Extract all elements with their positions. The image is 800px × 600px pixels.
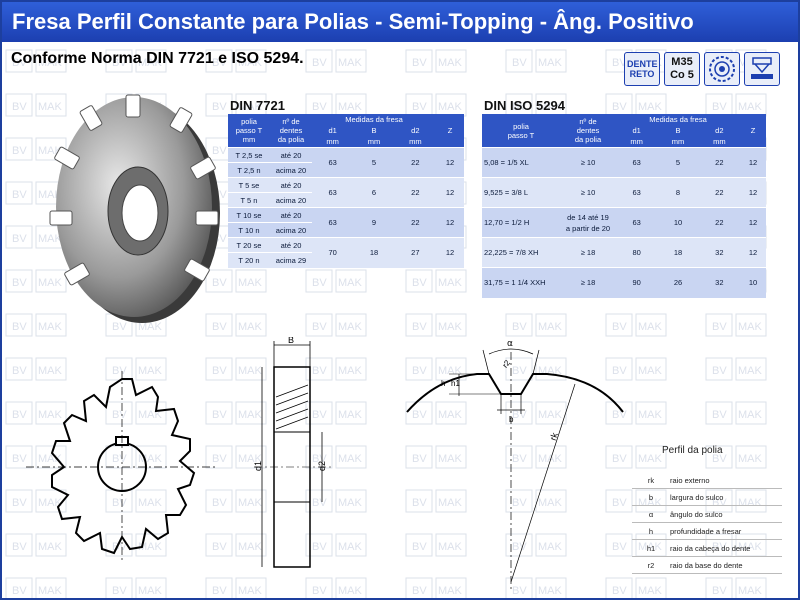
iso5294-table <box>482 114 766 298</box>
col-z: Z <box>436 114 464 148</box>
col-medidas: Medidas da fresa <box>312 114 436 125</box>
subtitle: Conforme Norma DIN 7721 e ISO 5294. <box>11 50 304 67</box>
din7721-title: DIN 7721 <box>230 98 285 113</box>
col-b: B <box>353 125 394 136</box>
col-d1: d1 <box>616 125 657 136</box>
page-title: Fresa Perfil Constante para Polias - Semi-Topping - Âng. Positivo <box>2 2 800 42</box>
iso5294-title: DIN ISO 5294 <box>484 98 565 113</box>
unit-b: mm <box>353 136 394 148</box>
table-row: T 5 n acima 20 <box>228 193 464 208</box>
col-polia: polia passo T mm <box>228 114 270 148</box>
col-polia: polia passo T <box>482 114 560 148</box>
dim-h: h <box>441 379 446 388</box>
col-dentes: nº de dentes da polia <box>560 114 616 148</box>
material-line1: M35 <box>671 56 693 68</box>
legend-row: rk raio externo <box>632 472 782 489</box>
legend-title: Perfil da polia <box>662 445 723 456</box>
unit-d1: mm <box>312 136 353 148</box>
dim-h1: h1 <box>451 379 460 388</box>
gear-cutter-icon <box>707 54 737 84</box>
cutter-photo <box>42 87 222 327</box>
unit-d1: mm <box>616 136 657 148</box>
pulley-profile-view <box>397 332 637 592</box>
unit-d2: mm <box>395 136 436 148</box>
unit-b: mm <box>657 136 698 148</box>
table-row: T 10 se até 20 63 9 22 12 <box>228 208 464 223</box>
table-row: 5,08 = 1/5 XL ≥ 10 63 5 22 12 <box>482 148 766 178</box>
legend-row: r2 raio da base do dente <box>632 557 782 574</box>
dim-r2: r2 <box>500 358 513 370</box>
dim-rk: rk <box>547 431 560 442</box>
table-row: T 10 n acima 20 <box>228 223 464 238</box>
dim-d2: d2 <box>317 460 327 471</box>
table-row: T 2,5 se até 20 63 5 22 12 <box>228 148 464 163</box>
legend-row: h1 raio da cabeça do dente <box>632 540 782 557</box>
col-dentes: nº de dentes da polia <box>270 114 312 148</box>
dim-b: b <box>509 415 514 424</box>
milling-machine-icon <box>747 54 777 84</box>
material-line2: Co 5 <box>670 69 694 81</box>
table-row: T 20 n acima 29 <box>228 253 464 268</box>
cutter-front-view <box>22 367 227 572</box>
legend-row: h profundidade a fresar <box>632 523 782 540</box>
table-row: 9,525 = 3/8 L ≥ 10 63 8 22 12 <box>482 178 766 208</box>
dim-alpha: α <box>507 339 513 349</box>
din7721-table <box>228 114 464 268</box>
cutter-section-view <box>234 337 344 587</box>
col-d1: d1 <box>312 125 353 136</box>
dim-d1: d1 <box>253 460 263 471</box>
dente-reto-label: DENTE RETO <box>627 59 658 79</box>
table-row: T 5 se até 20 63 6 22 12 <box>228 178 464 193</box>
col-b: B <box>657 125 698 136</box>
legend-row: α ângulo do sulco <box>632 506 782 523</box>
unit-d2: mm <box>699 136 740 148</box>
table-row: 12,70 = 1/2 H de 14 até 19 a partir de 20 63 10 22 12 <box>482 208 766 238</box>
badge-group <box>624 52 780 86</box>
col-d2: d2 <box>395 125 436 136</box>
col-d2: d2 <box>699 125 740 136</box>
table-row: T 2,5 n acima 20 <box>228 163 464 178</box>
cutter-icon-badge <box>704 52 740 86</box>
legend-row: b largura do sulco <box>632 489 782 506</box>
material-badge <box>664 52 700 86</box>
table-row: 22,225 = 7/8 XH ≥ 18 80 18 32 12 <box>482 238 766 268</box>
col-medidas: Medidas da fresa <box>616 114 740 125</box>
machine-icon-badge <box>744 52 780 86</box>
dente-reto-badge <box>624 52 660 86</box>
table-row: T 20 se até 20 70 18 27 12 <box>228 238 464 253</box>
table-row: 31,75 = 1 1/4 XXH ≥ 18 90 26 32 10 <box>482 268 766 298</box>
col-z: Z <box>740 114 766 148</box>
dim-b-top: B <box>288 337 295 345</box>
cutter-outline <box>52 379 194 553</box>
